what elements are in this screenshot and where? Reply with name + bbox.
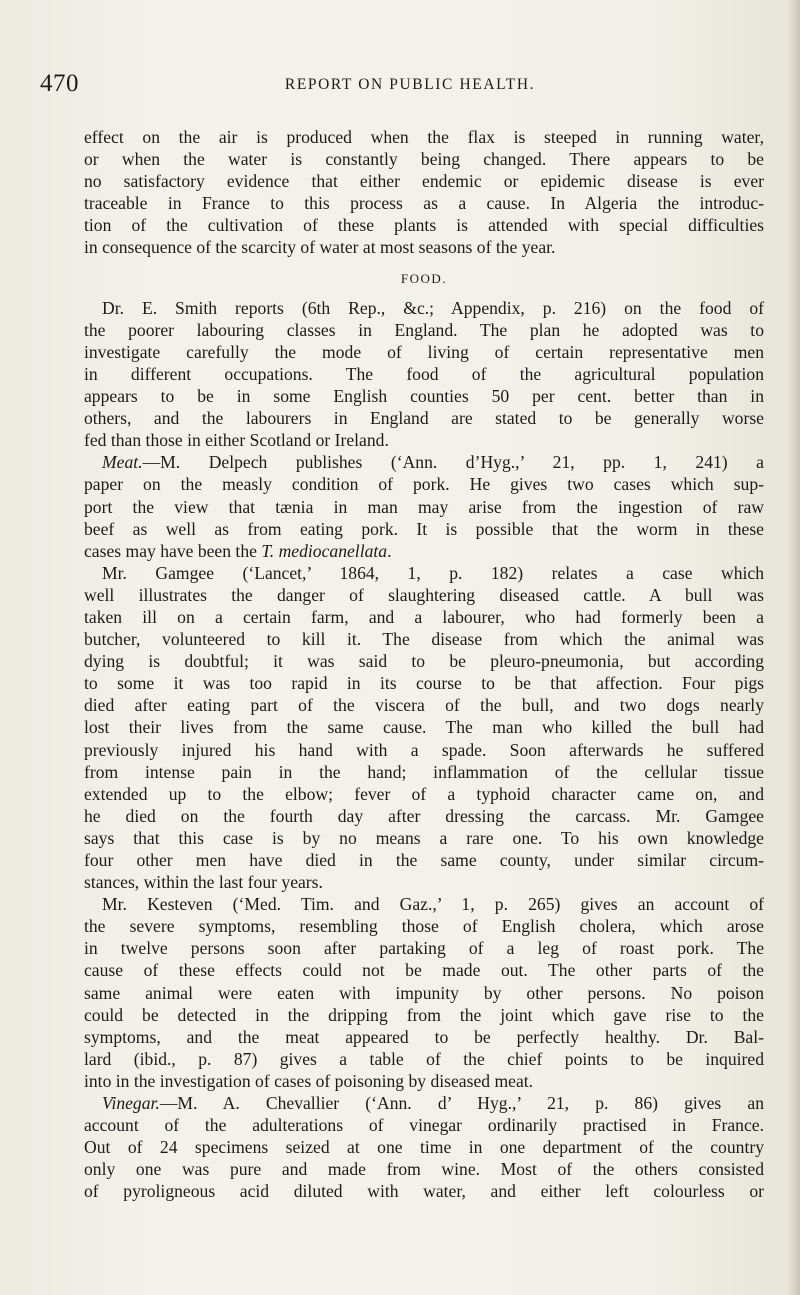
vinegar-paragraph: [84, 1092, 764, 1202]
text-line: or when the water is constantly being changed. There appears to be: [84, 149, 764, 170]
subsection-lead-vinegar: Vinegar.: [102, 1093, 160, 1114]
text-line: port the view that tænia in man may arise from the ingestion of raw: [84, 496, 764, 517]
text-line: could be detected in the dripping from the joint which gave rise to the: [84, 1004, 764, 1025]
page-number: 470: [40, 70, 79, 97]
subsection-lead-meat: Meat.: [102, 452, 143, 473]
text-line: the severe symptoms, resembling those of English cholera, which arose: [84, 916, 764, 937]
text-line: from intense pain in the hand; inflammation of the cellular tissue: [84, 761, 764, 782]
text-line: investigate carefully the mode of living of certain representative men: [84, 341, 764, 362]
text-line: the poorer labouring classes in England. The plan he adopted was to: [84, 319, 764, 340]
text-line: Mr. Gamgee (‘Lancet,’ 1864, 1, p. 182) relates a case which: [102, 562, 764, 583]
text-line: Dr. E. Smith reports (6th Rep., &c.; Appendix, p. 216) on the food of: [102, 297, 764, 318]
text-line: he died on the fourth day after dressing the carcass. Mr. Gamgee: [84, 805, 764, 826]
page-header: [40, 70, 780, 100]
text-line: others, and the labourers in England are stated to be generally worse: [84, 408, 764, 429]
species-name: T. mediocanellata: [261, 540, 388, 561]
text-line: effect on the air is produced when the flax is steeped in running water,: [84, 127, 764, 147]
text-line: cause of these effects could not be made out. The other parts of the: [84, 960, 764, 981]
text-line: to some it was too rapid in its course to be that affection. Four pigs: [84, 673, 764, 694]
text-line: Out of 24 specimens seized at one time in one department of the country: [84, 1137, 764, 1158]
text-line: taken ill on a certain farm, and a labourer, who had formerly been a: [84, 606, 764, 627]
kesteven-paragraph: [84, 893, 764, 1092]
text-line: same animal were eaten with impunity by other persons. No poison: [84, 982, 764, 1003]
text-line: lost their lives from the same cause. The man who killed the bull had: [84, 717, 764, 738]
text-line: into in the investigation of cases of poisoning by diseased meat.: [84, 1070, 534, 1091]
text-line: Vinegar.—M. A. Chevallier (‘Ann. d’ Hyg.,’ 21, p. 86) gives an: [102, 1093, 764, 1114]
text-line: only one was pure and made from wine. Most of the others consisted: [84, 1159, 764, 1180]
text-line: fed than those in either Scotland or Ireland.: [84, 430, 389, 451]
food-paragraph: [84, 297, 764, 452]
text-line: cases may have been the T. mediocanellata.: [84, 540, 392, 561]
text-line: stances, within the last four years.: [84, 872, 323, 893]
text-line: died after eating part of the viscera of the bull, and two dogs nearly: [84, 695, 764, 716]
meat-paragraph: [84, 451, 764, 561]
text-line: Meat.—M. Delpech publishes (‘Ann. d’Hyg.,’ 21, pp. 1, 241) a: [102, 452, 764, 473]
text-line: in twelve persons soon after partaking of a leg of roast pork. The: [84, 938, 764, 959]
section-heading-food: FOOD.: [400, 270, 448, 286]
text-line: says that this case is by no means a rare one. To his own knowledge: [84, 827, 764, 848]
text-line: well illustrates the danger of slaughtering diseased cattle. A bull was: [84, 584, 764, 605]
body-text: [84, 126, 764, 1203]
text-line: four other men have died in the same county, under similar circum-: [84, 850, 764, 870]
text-line: in consequence of the scarcity of water at most seasons of the year.: [84, 237, 556, 258]
page-edge-shadow: [788, 0, 800, 1295]
text-line: no satisfactory evidence that either endemic or epidemic disease is ever: [84, 171, 764, 192]
gamgee-paragraph: [84, 562, 764, 893]
text-line: tion of the cultivation of these plants is attended with special difficulties: [84, 215, 764, 236]
text-line: appears to be in some English counties 50 per cent. better than in: [84, 386, 764, 407]
text-line: lard (ibid., p. 87) gives a table of the chief points to be inquired: [84, 1048, 764, 1069]
text-line: of pyroligneous acid diluted with water, and either left colourless or: [84, 1181, 764, 1202]
text-line: account of the adulterations of vinegar ordinarily practised in France.: [84, 1115, 764, 1136]
text-line: dying is doubtful; it was said to be pleuro-pneumonia, but according: [84, 651, 764, 672]
intro-paragraph: [84, 126, 764, 259]
text-line: extended up to the elbow; fever of a typhoid character came on, and: [84, 783, 764, 804]
text-line: Mr. Kesteven (‘Med. Tim. and Gaz.,’ 1, p. 265) gives an account of: [102, 894, 764, 915]
text-line: symptoms, and the meat appeared to be perfectly healthy. Dr. Bal-: [84, 1026, 764, 1047]
text-line: beef as well as from eating pork. It is possible that the worm in these: [84, 518, 764, 539]
text-line: paper on the measly condition of pork. He gives two cases which sup-: [84, 474, 764, 495]
text-line: traceable in France to this process as a cause. In Algeria the introduc-: [84, 193, 764, 214]
text-line: in different occupations. The food of the agricultural population: [84, 363, 764, 384]
text-line: previously injured his hand with a spade. Soon afterwards he suffered: [84, 739, 764, 760]
text-line: butcher, volunteered to kill it. The disease from which the animal was: [84, 629, 764, 650]
running-head: REPORT ON PUBLIC HEALTH.: [284, 76, 536, 93]
